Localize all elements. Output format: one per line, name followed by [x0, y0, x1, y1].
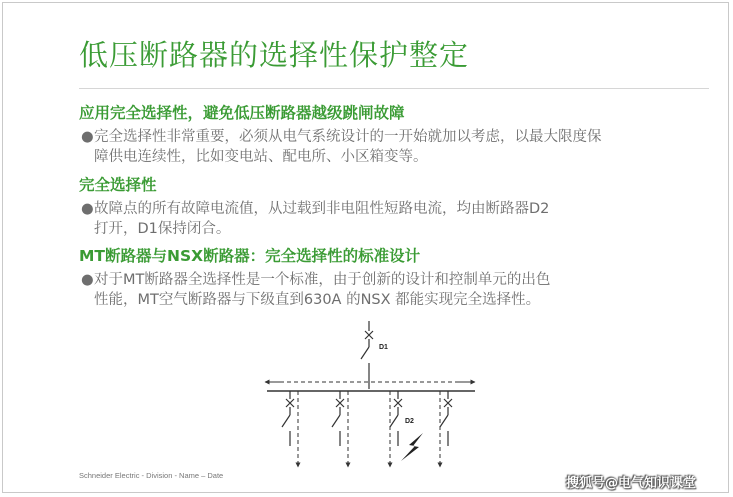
bullet-dot-icon: ●	[81, 129, 94, 145]
outgoing-feeder-d2	[390, 391, 423, 467]
incoming-feeder-d1	[361, 321, 388, 389]
bullet-line: 障供电连续性，比如变电站、配电所、小区箱变等。	[94, 149, 428, 165]
bullet-line: 完全选择性非常重要，必须从电气系统设计的一开始就加以考虑，以最大限度保	[94, 129, 602, 145]
d1-breaker-cross-icon	[365, 331, 373, 339]
feeder-breaker-cross-icon	[286, 399, 294, 407]
bullet-dot-icon: ●	[81, 272, 94, 288]
section-heading-mt-nsx: MT断路器与NSX断路器：完全选择性的标准设计	[79, 247, 421, 265]
feeder-breaker-cross-icon	[336, 399, 344, 407]
bullet-line: 性能，MT空气断路器与下级直到630A 的NSX 都能实现完全选择性。	[94, 292, 541, 308]
bullet-line: 对于MT断路器全选择性是一个标准，由于创新的设计和控制单元的出色	[94, 272, 551, 288]
outgoing-feeder-2	[332, 391, 348, 467]
bullet-line: 打开，D1保持闭合。	[94, 221, 231, 237]
selectivity-single-line-diagram	[253, 321, 483, 473]
d1-label: D1	[379, 344, 388, 351]
d1-switch-blade	[361, 347, 369, 359]
outgoing-feeder-4	[440, 391, 452, 467]
outgoing-feeder-1	[282, 391, 298, 467]
watermark: 搜狐号@电气知识课堂	[566, 476, 697, 491]
bullet-paragraph-importance	[81, 127, 681, 167]
bullet-paragraph-mt-nsx	[81, 270, 681, 310]
section-heading-full-selectivity-application: 应用完全选择性，避免低压断路器越级跳闸故障	[79, 104, 405, 122]
bullet-dot-icon: ●	[81, 201, 94, 217]
feeder-breaker-cross-icon	[444, 399, 452, 407]
title-divider	[79, 88, 709, 89]
slide-title: 低压断路器的选择性保护整定	[79, 38, 470, 72]
d2-label: D2	[405, 418, 414, 425]
fault-lightning-icon	[401, 433, 423, 461]
d2-breaker-cross-icon	[394, 399, 402, 407]
bullet-line: 故障点的所有故障电流值，从过载到非电阻性短路电流，均由断路器D2	[94, 201, 550, 217]
slide	[2, 2, 729, 493]
section-heading-full-selectivity: 完全选择性	[79, 176, 157, 194]
bullet-paragraph-fault-current	[81, 199, 681, 239]
slide-footer: Schneider Electric - Division - Name – Date	[79, 471, 224, 480]
